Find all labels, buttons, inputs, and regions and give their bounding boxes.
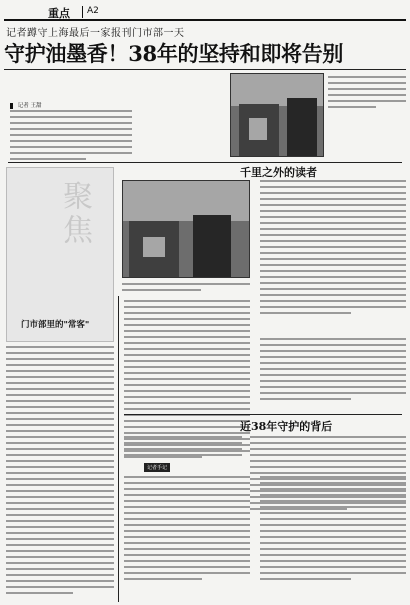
readers-column-text xyxy=(260,180,406,318)
masthead xyxy=(4,3,406,21)
newsstand-photo xyxy=(230,73,324,157)
intro-text xyxy=(10,110,132,164)
focus-tag-watermark: 聚焦 xyxy=(57,180,92,248)
final-story-rule xyxy=(124,414,402,415)
readers-story-title: 千里之外的读者 xyxy=(240,166,317,179)
section-name: 重点 xyxy=(48,7,70,20)
headline: 守护油墨香！38年的坚持和即将告别 xyxy=(4,41,344,66)
intro-divider xyxy=(8,162,402,163)
byline xyxy=(10,101,42,109)
section-divider xyxy=(82,6,83,18)
bookstand-photo xyxy=(122,180,250,278)
headline-rule xyxy=(4,69,406,70)
left-body-text xyxy=(6,346,114,598)
byline-marker xyxy=(10,103,13,109)
byline-text: 记者 王甜 xyxy=(17,103,42,109)
final-story-title: 近38年守护的背后 xyxy=(240,420,333,433)
focus-tag-title: 门市部里的"常客" xyxy=(21,320,90,330)
bookstand-caption xyxy=(122,283,250,295)
reporter-note-right xyxy=(260,476,406,584)
column-divider-1 xyxy=(118,296,119,602)
reporter-note-tag: 记者手记 xyxy=(144,463,170,472)
right-body-text xyxy=(260,338,406,404)
photo-caption-right xyxy=(328,76,406,112)
kicker: 记者蹲守上海最后一家报刊门市部一天 xyxy=(6,28,185,39)
page-number: A2 xyxy=(87,6,99,16)
reporter-note-left xyxy=(124,476,250,584)
focus-tag-box xyxy=(6,167,114,342)
final-column-left xyxy=(124,436,242,460)
